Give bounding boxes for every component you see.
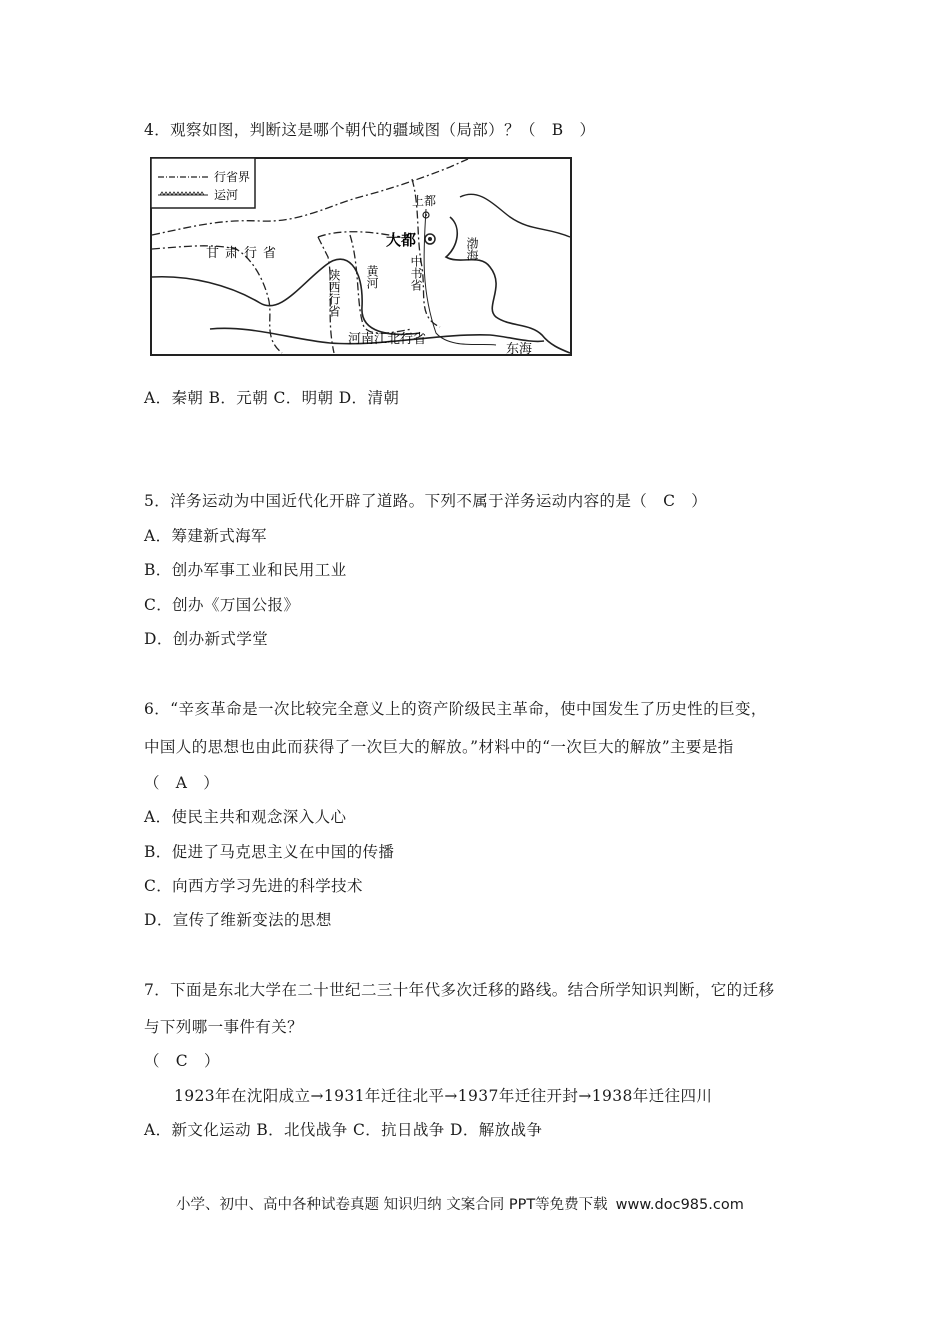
footer-url[interactable]: www.doc985.com: [615, 1197, 744, 1213]
bohai-label: 渤海: [465, 237, 479, 261]
huanghe-label: 黄河: [365, 265, 379, 289]
q6-option-b: B．促进了马克思主义在中国的传播: [144, 843, 395, 861]
footer-text: 小学、初中、高中各种试卷真题 知识归纳 文案合同 PPT等免费下载: [176, 1197, 608, 1213]
q4-options: A．秦朝 B．元朝 C．明朝 D．清朝: [144, 389, 400, 407]
dadu-label: 大都: [386, 231, 417, 249]
shangdu-label: 上都: [412, 194, 437, 208]
q7-options: A．新文化运动 B．北伐战争 C．抗日战争 D．解放战争: [144, 1121, 543, 1139]
yuan-territory-map: [150, 157, 572, 357]
q7-stem-line2: 与下列哪一事件有关？: [144, 1018, 304, 1036]
q7-answer: （ C ）: [144, 1052, 220, 1070]
gansu-label: 甘肃行省: [206, 246, 283, 261]
q5-option-b: B．创办军事工业和民用工业: [144, 561, 347, 579]
q7-stem-line1: 7．下面是东北大学在二十世纪二三十年代多次迁移的路线。结合所学知识判断，它的迁移: [144, 981, 775, 999]
shaanxi-label: 陕西行省: [327, 269, 341, 317]
q5-option-a: A．筹建新式海军: [144, 527, 267, 545]
q7-route: 1923年在沈阳成立→1931年迁往北平→1937年迁往开封→1938年迁往四川: [174, 1087, 713, 1105]
q6-answer: （ A ）: [144, 774, 220, 792]
legend-boundary-label: 行省界: [214, 170, 251, 184]
henan-label: 河南江北行省: [348, 332, 427, 347]
zhongshu-label: 中书省: [409, 255, 423, 291]
donghai-label: 东海: [506, 342, 533, 357]
q5-option-c: C．创办《万国公报》: [144, 596, 300, 614]
q6-stem-line2: 中国人的思想也由此而获得了一次巨大的解放。”材料中的“一次巨大的解放”主要是指: [144, 738, 734, 756]
q4-stem: 4．观察如图，判断这是哪个朝代的疆域图（局部）？（ B ）: [144, 121, 596, 139]
q5-option-d: D．创办新式学堂: [144, 630, 269, 648]
legend-canal-label: 运河: [214, 188, 239, 202]
q6-option-a: A．使民主共和观念深入人心: [144, 808, 347, 826]
q5-stem: 5．洋务运动为中国近代化开辟了道路。下列不属于洋务运动内容的是（ C ）: [144, 492, 708, 510]
q6-option-d: D．宣传了维新变法的思想: [144, 911, 332, 929]
q6-option-c: C．向西方学习先进的科学技术: [144, 877, 363, 895]
q6-stem-line1: 6．“辛亥革命是一次比较完全意义上的资产阶级民主革命，使中国发生了历史性的巨变，: [144, 700, 767, 718]
footer: [176, 1193, 744, 1214]
